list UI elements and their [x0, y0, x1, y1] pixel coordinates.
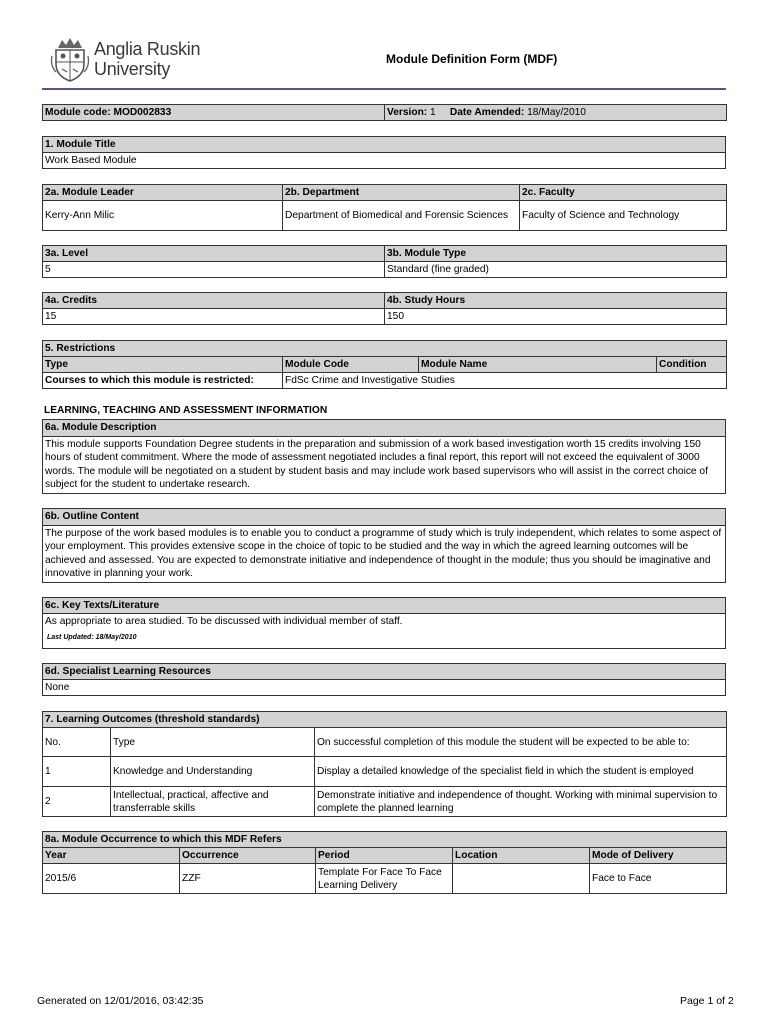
resources-header: 6d. Specialist Learning Resources: [43, 664, 726, 680]
module-leader-header: 2a. Module Leader: [43, 185, 283, 201]
occurrence-period: Template For Face To Face Learning Delivery: [316, 864, 453, 894]
outcomes-col-no: No.: [43, 728, 111, 757]
study-hours-value: 150: [385, 309, 727, 325]
restrictions-table: [42, 340, 727, 389]
module-code-table: [42, 104, 727, 121]
date-amended-label: Date Amended:: [449, 107, 525, 118]
logo-line-2: University: [94, 59, 171, 79]
outline-header: 6b. Outline Content: [43, 509, 726, 526]
occurrence-table: [42, 831, 727, 894]
outcome-row: [43, 787, 727, 817]
module-code: Module code: MOD002833: [43, 105, 385, 121]
logo-wordmark: [94, 39, 200, 79]
university-logo: [50, 36, 210, 82]
outcome-type: Intellectual, practical, affective and transferrable skills: [111, 787, 315, 817]
department-header: 2b. Department: [283, 185, 520, 201]
module-leader-value: Kerry-Ann Milic: [43, 201, 283, 231]
restrictions-col-name: Module Name: [419, 357, 657, 373]
outcome-type: Knowledge and Understanding: [111, 757, 315, 787]
version-value: 1: [430, 107, 436, 118]
outcome-no: 1: [43, 757, 111, 787]
outcomes-table: [42, 711, 727, 817]
module-type-header: 3b. Module Type: [385, 246, 727, 262]
key-texts-table: [42, 597, 726, 649]
outline-table: [42, 508, 726, 583]
faculty-header: 2c. Faculty: [520, 185, 727, 201]
outcome-desc: Display a detailed knowledge of the specialist field in which the student is employed: [315, 757, 727, 787]
level-header: 3a. Level: [43, 246, 385, 262]
occurrence-mode: Face to Face: [590, 864, 727, 894]
page-number: Page 1 of 2: [680, 995, 734, 1007]
level-table: [42, 245, 727, 278]
occurrence-header: 8a. Module Occurrence to which this MDF Refers: [43, 832, 727, 848]
description-table: [42, 419, 726, 494]
module-type-value: Standard (fine graded): [385, 262, 727, 278]
version-label: Version:: [387, 107, 428, 118]
key-texts-header: 6c. Key Texts/Literature: [43, 598, 726, 614]
restrictions-col-condition: Condition: [657, 357, 727, 373]
occurrence-col-location: Location: [453, 848, 590, 864]
outline-text: The purpose of the work based modules is to enable you to conduct a programme of study which is truly independent, which relates to some aspect of your employment. This provides extensive scope in the choice of topic to be studied and the way in which the agreed learning outcomes will be achieved and assessed. You are expected to demonstrate initiative and independence of thought in the module; thus you should be imaginative and innovative in planning your work.: [43, 525, 726, 582]
occurrence-location: [453, 864, 590, 894]
leader-table: [42, 184, 727, 231]
outcomes-header: 7. Learning Outcomes (threshold standards): [43, 712, 727, 728]
resources-value: None: [43, 680, 726, 696]
credits-value: 15: [43, 309, 385, 325]
department-value: Department of Biomedical and Forensic Sciences: [283, 201, 520, 231]
outcome-desc: Demonstrate initiative and independence of thought. Working with minimal supervision to complete the planned learning: [315, 787, 727, 817]
outcomes-col-type: Type: [111, 728, 315, 757]
restrictions-row-code: FdSc Crime and Investigative Studies: [283, 373, 727, 389]
key-texts-cell: [43, 614, 726, 649]
occurrence-code: ZZF: [180, 864, 316, 894]
module-title-value: Work Based Module: [43, 153, 726, 169]
occurrence-col-mode: Mode of Delivery: [590, 848, 727, 864]
level-value: 5: [43, 262, 385, 278]
logo-line-1: Anglia Ruskin: [94, 39, 201, 59]
faculty-value: Faculty of Science and Technology: [520, 201, 727, 231]
restrictions-col-type: Type: [43, 357, 283, 373]
key-texts-value: As appropriate to area studied. To be discussed with individual member of staff.: [45, 616, 403, 627]
restrictions-header: 5. Restrictions: [43, 341, 727, 357]
date-amended-value: 18/May/2010: [527, 107, 586, 118]
outcome-row: [43, 757, 727, 787]
generated-timestamp: Generated on 12/01/2016, 03:42:35: [37, 995, 204, 1007]
module-title-header: 1. Module Title: [43, 137, 726, 153]
lta-heading: LEARNING, TEACHING AND ASSESSMENT INFORMATION: [44, 405, 328, 416]
occurrence-year: 2015/6: [43, 864, 180, 894]
header-divider: [42, 88, 726, 90]
outcomes-col-desc: On successful completion of this module the student will be expected to be able to:: [315, 728, 727, 757]
study-hours-header: 4b. Study Hours: [385, 293, 727, 309]
occurrence-col-year: Year: [43, 848, 180, 864]
credits-header: 4a. Credits: [43, 293, 385, 309]
resources-table: [42, 663, 726, 696]
restrictions-col-code: Module Code: [283, 357, 419, 373]
credits-table: [42, 292, 727, 325]
occurrence-col-period: Period: [316, 848, 453, 864]
occurrence-col-occurrence: Occurrence: [180, 848, 316, 864]
version-date-cell: [385, 105, 727, 121]
outcome-no: 2: [43, 787, 111, 817]
last-updated: Last Updated: 18/May/2010: [47, 634, 137, 641]
description-header: 6a. Module Description: [43, 420, 726, 437]
form-title: Module Definition Form (MDF): [386, 52, 558, 66]
module-title-table: [42, 136, 726, 169]
description-text: This module supports Foundation Degree students in the preparation and submission of a work based investigation worth 15 credits involving 150 hours of student commitment. Where the mode of assessment negotiated includes a final report, this report will not exceed the equivalent of 3000 words. The module will be negotiated on a student by student basis and may include work based supervisors who will assist in the correct choice of subject for the student to undertake research.: [43, 436, 726, 493]
restrictions-row-label: Courses to which this module is restricted:: [43, 373, 283, 389]
crest-icon: [50, 36, 90, 82]
